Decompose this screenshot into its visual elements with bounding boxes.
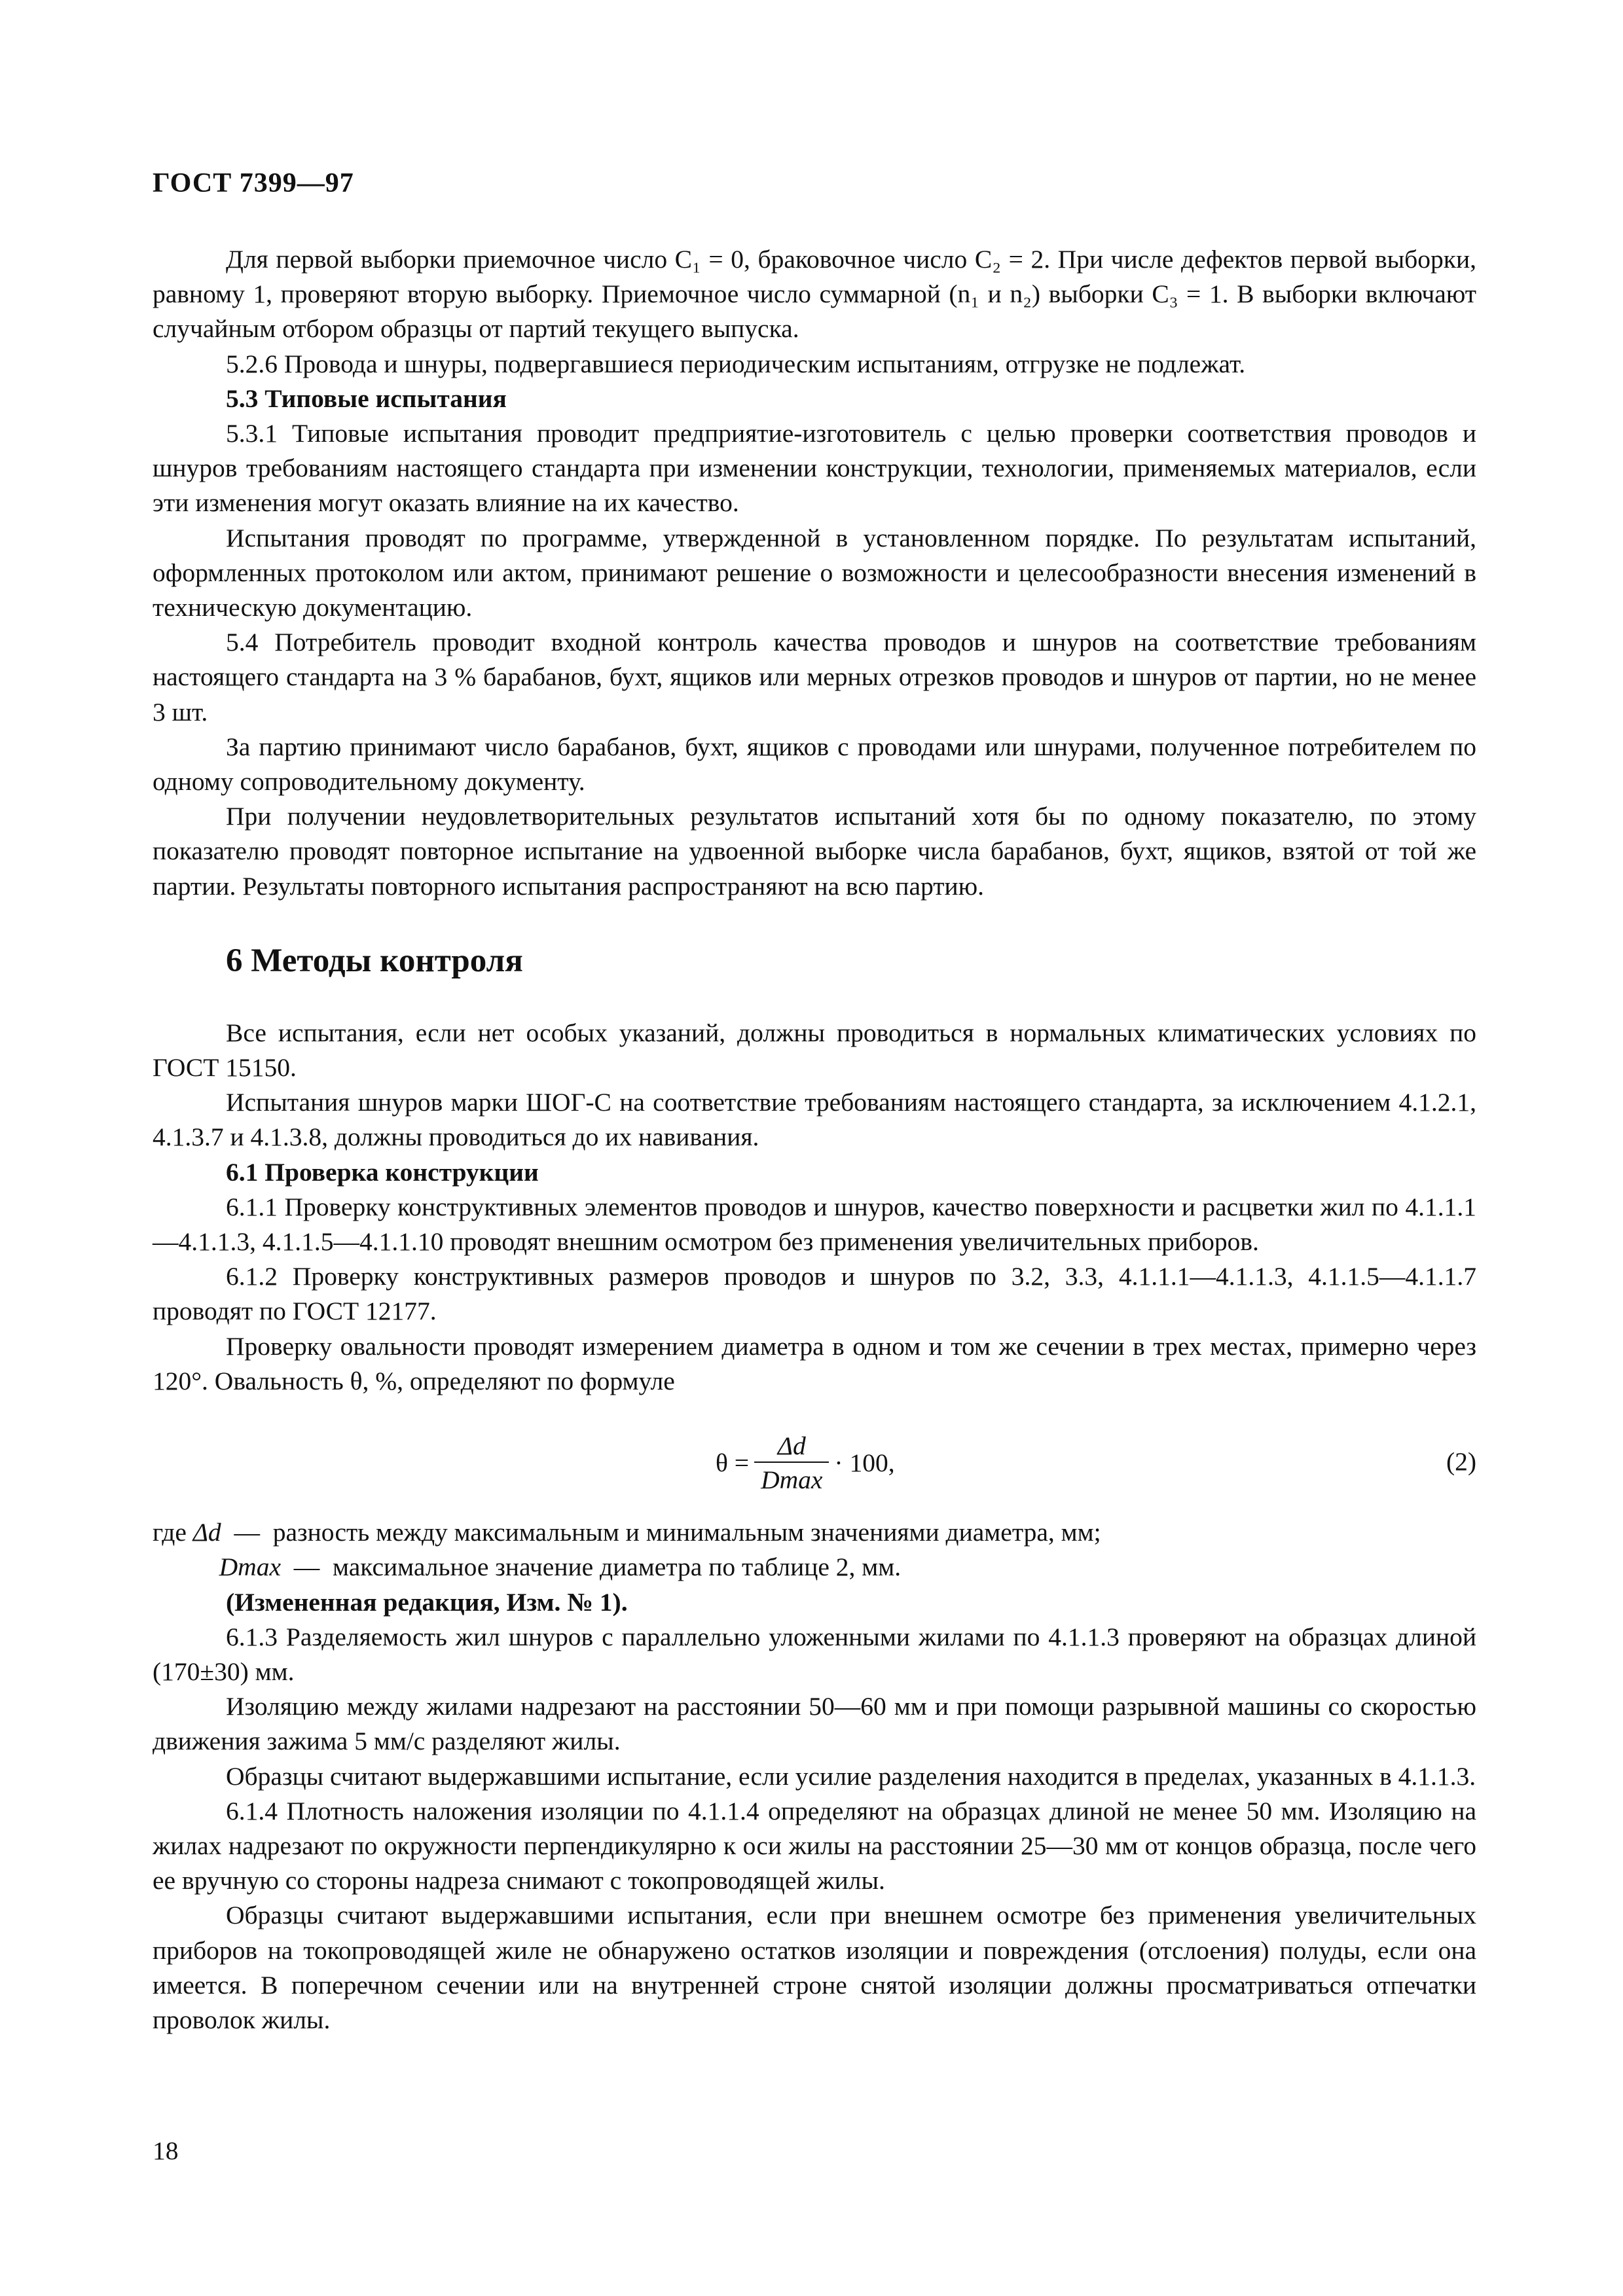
section-title: 6 Методы контроля [226,942,523,979]
formula-legend [153,1515,1476,1585]
legend-dash: — [234,1518,260,1547]
document-code-header: ГОСТ 7399—97 [153,168,354,198]
legend-intro: где [153,1518,187,1547]
paragraph: Изоляцию между жилами надрезают на расстоянии 50—60 мм и при помощи разрывной машины со скоростью движения зажима 5 мм/с разделяют жилы. [153,1692,1476,1756]
paragraph: За партию принимают число барабанов, бухт, ящиков с проводами или шнурами, полученное потребителем по одному сопроводительному документу. [153,732,1476,797]
legend-symbol: Dmax [219,1552,281,1582]
paragraph: 5.4 Потребитель проводит входной контроль качества проводов и шнуров на соответствие требованиям настоящего стандарта на 3 % барабанов, бухт, ящиков или мерных отрезков проводов и шнуров от партии, но не менее 3 шт. [153,628,1476,726]
paragraph: 6.1.4 Плотность наложения изоляции по 4.1.1.4 определяют на образцах длиной не менее 50 мм. Изоляцию на жилах надрезают по окружности перпендикулярно к оси жилы на расстоянии 25—30 мм от концов образца, после чего ее вручную со стороны надреза снимают с токопроводящей жилы. [153,1796,1476,1895]
paragraph: Все испытания, если нет особых указаний, должны проводиться в нормальных климатических условиях по ГОСТ 15150. [153,1018,1476,1083]
paragraph: 5.2.6 Провода и шнуры, подвергавшиеся периодическим испытаниям, отгрузке не подлежат. [226,349,1246,378]
paragraph: При получении неудовлетворительных результатов испытаний хотя бы по одному показателю, по этому показателю проводят повторное испытание на удвоенной выборке числа барабанов, бухт, ящиков, взятой от той же партии. Результаты повторного испытания распространяют на всю партию. [153,802,1476,901]
formula-lhs: θ = [716,1448,750,1478]
subsection-heading: 6.1 Проверка конструкции [226,1157,539,1187]
paragraph: 6.1.2 Проверку конструктивных размеров проводов и шнуров по 3.2, 3.3, 4.1.1.1—4.1.1.3, 4.1.1.5—4.1.1.7 проводят по ГОСТ 12177. [153,1262,1476,1326]
legend-symbol: Δd [192,1518,221,1547]
subsection-heading: 5.3 Типовые испытания [226,384,507,413]
formula-numerator: Δd [777,1431,806,1461]
formula-fraction [754,1430,829,1497]
formula-denominator: Dmax [761,1465,823,1495]
equation-number: (2) [1446,1447,1476,1477]
paragraph: 6.1.3 Разделяемость жил шнуров с параллельно уложенными жилами по 4.1.1.3 проверяют на образцах длиной (170±30) мм. [153,1622,1476,1686]
legend-row [153,1550,1476,1585]
document-body [153,242,1476,2037]
paragraph: Испытания шнуров марки ШОГ-С на соответствие требованиям настоящего стандарта, за исключением 4.1.2.1, 4.1.3.7 и 4.1.3.8, должны проводиться до их навивания. [153,1088,1476,1152]
paragraph: Испытания проводят по программе, утвержденной в установленном порядке. По результатам испытаний, оформленных протоколом или актом, принимают решение о возможности и целесообразности внесения изменений в техническую документацию. [153,523,1476,622]
legend-row [153,1515,1476,1550]
paragraph: 6.1.1 Проверку конструктивных элементов проводов и шнуров, качество поверхности и расцветки жил по 4.1.1.1—4.1.1.3, 4.1.1.5—4.1.1.10 проводят внешним осмотром без применения увеличительных приборов. [153,1192,1476,1257]
legend-text: максимальное значение диаметра по таблице 2, мм. [333,1552,902,1582]
page-number: 18 [153,2136,179,2165]
formula-rhs: · 100, [834,1448,895,1478]
ovality-formula [153,1416,1476,1514]
legend-dash: — [293,1552,320,1582]
paragraph: Образцы считают выдержавшими испытание, если усилие разделения находится в пределах, указанных в 4.1.1.3. [226,1761,1476,1791]
paragraph: Проверку овальности проводят измерением диаметра в одном и том же сечении в трех местах, примерно через 120°. Овальность θ, %, определяют по формуле [153,1331,1476,1395]
amendment-note: (Измененная редакция, Изм. № 1). [226,1587,628,1617]
legend-text: разность между максимальным и минимальным значениями диаметра, мм; [272,1518,1101,1547]
paragraph: Образцы считают выдержавшими испытания, если при внешнем осмотре без применения увеличительных приборов на токопроводящей жиле не обнаружено остатков изоляции и повреждения (отслоения) полуды, если она имеется. В поперечном сечении или на внутренней строне снятой изоляции должны просматриваться отпечатки проволок жилы. [153,1901,1476,2034]
paragraph: Для первой выборки приемочное число C₁ = 0, браковочное число C₂ = 2. При числе дефектов первой выборки, равному 1, проверяют вторую выборку. Приемочное число суммарной (n₁ и n₂) выборки C₃ = 1. В выборки включают случайным отбором образцы от партий текущего выпуска. [153,245,1476,344]
paragraph: 5.3.1 Типовые испытания проводит предприятие-изготовитель с целью проверки соответствия проводов и шнуров требованиям настоящего стандарта при изменении конструкции, технологии, применяемых материалов, если эти изменения могут оказать влияние на их качество. [153,419,1476,518]
